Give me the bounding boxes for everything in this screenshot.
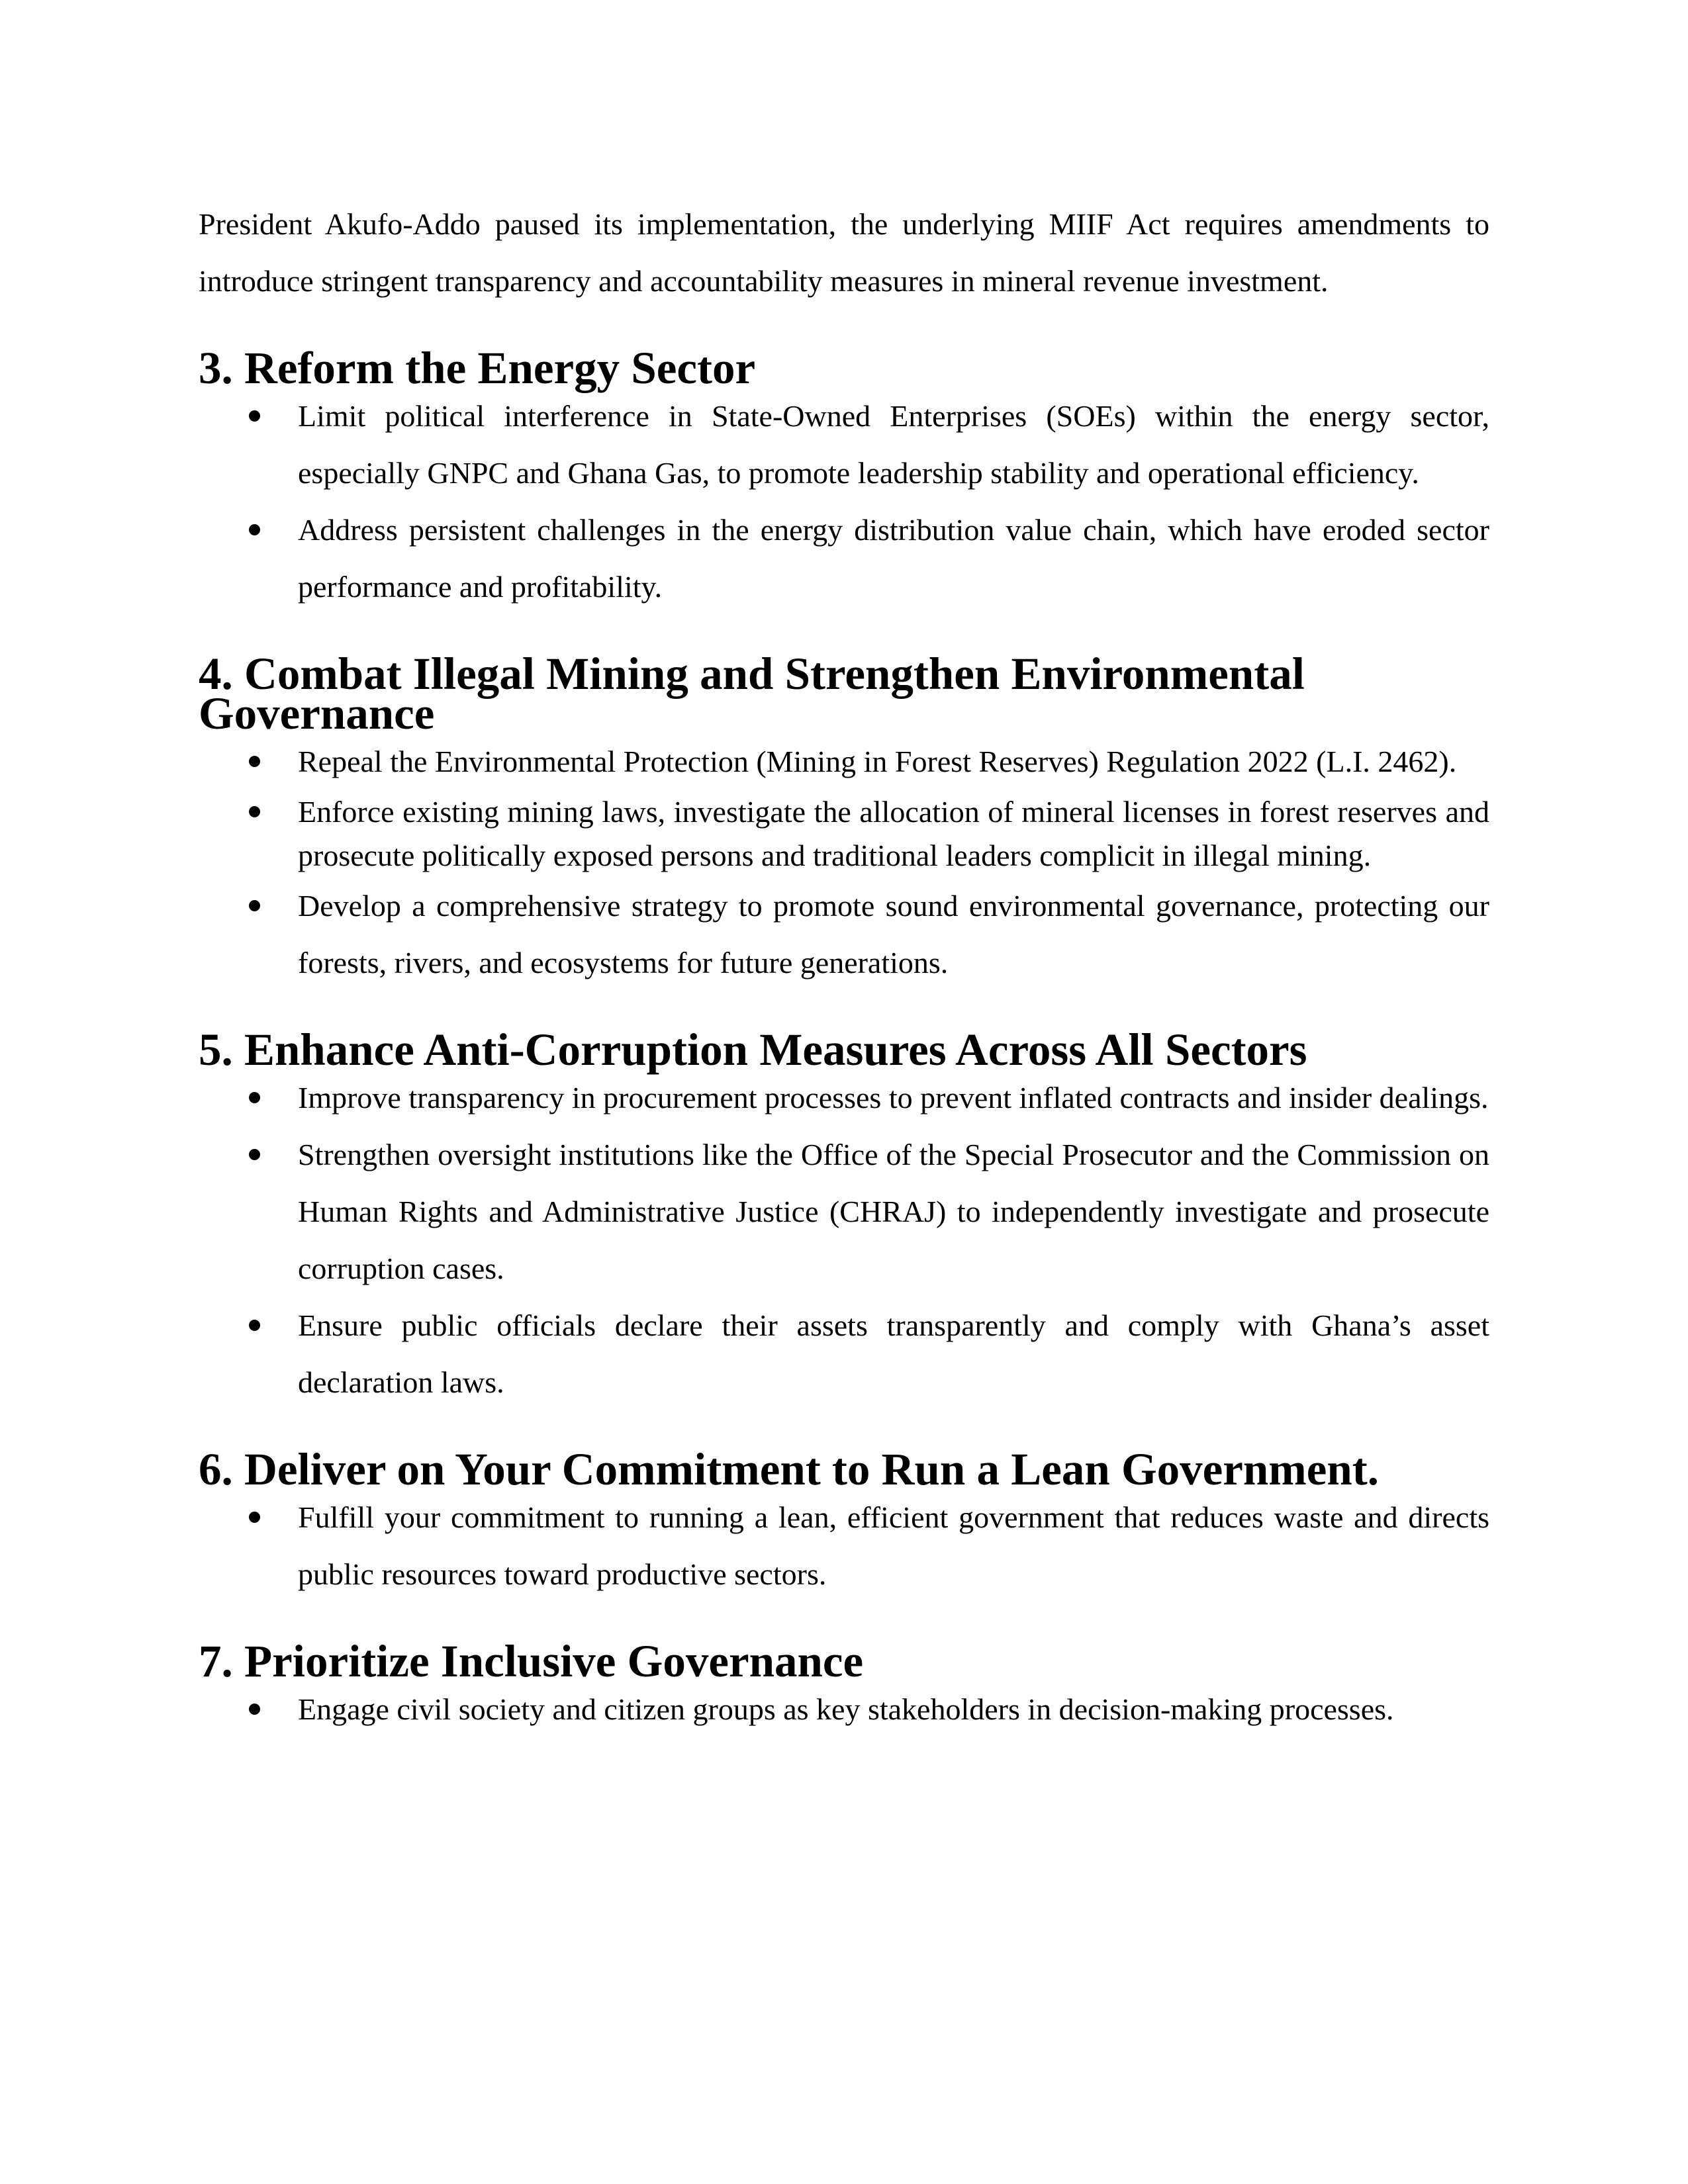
- list-item-text: Develop a comprehensive strategy to promote sound environmental governance, protecting our forests, rivers, and ecosystems for future generations.: [298, 889, 1489, 979]
- bullet-icon: [249, 410, 260, 422]
- bullet-icon: [249, 900, 260, 911]
- bullet-icon: [249, 806, 260, 817]
- bullet-icon: [249, 756, 260, 767]
- list-item-text: Fulfill your commitment to running a lean, efficient government that reduces waste and directs public resources toward productive sectors.: [298, 1500, 1489, 1591]
- list-item: [199, 1069, 1489, 1126]
- bullet-icon: [249, 1149, 260, 1160]
- list-item-text: Improve transparency in procurement processes to prevent inflated contracts and insider dealings.: [298, 1081, 1489, 1115]
- section-list-energy: [199, 388, 1489, 615]
- bullet-icon: [249, 1512, 260, 1523]
- section-list-illegal-mining: [199, 733, 1489, 991]
- section-heading-anti-corruption: 5. Enhance Anti-Corruption Measures Across All Sectors: [199, 1024, 1307, 1075]
- list-item: [199, 388, 1489, 502]
- list-item-text: Enforce existing mining laws, investigate the allocation of mineral licenses in forest reserves and prosecute politically exposed persons and traditional leaders complicit in illegal mining.: [298, 795, 1489, 872]
- intro-paragraph: President Akufo-Addo paused its implementation, the underlying MIIF Act requires amendments to introduce stringent transparency and accountability measures in mineral revenue investment.: [199, 207, 1489, 298]
- list-item-text: Repeal the Environmental Protection (Mining in Forest Reserves) Regulation 2022 (L.I. 2462).: [298, 745, 1457, 778]
- section-list-lean-government: [199, 1489, 1489, 1603]
- bullet-icon: [249, 524, 260, 535]
- bullet-icon: [249, 1092, 260, 1103]
- section-heading-illegal-mining: 4. Combat Illegal Mining and Strengthen Environmental Governance: [199, 649, 1305, 739]
- list-item: [199, 878, 1489, 991]
- list-item-text: Engage civil society and citizen groups as key stakeholders in decision-making processes.: [298, 1692, 1394, 1726]
- list-item: [199, 1489, 1489, 1603]
- list-item-text: Limit political interference in State-Owned Enterprises (SOEs) within the energy sector, especially GNPC and Ghana Gas, to promote leadership stability and operational efficiency.: [298, 399, 1489, 490]
- section-list-inclusive-governance: [199, 1681, 1489, 1738]
- bullet-icon: [249, 1704, 260, 1715]
- list-item-text: Strengthen oversight institutions like the Office of the Special Prosecutor and the Commission on Human Rights and Administrative Justice (CHRAJ) to independently investigate and prosecute corruption cases.: [298, 1138, 1489, 1285]
- list-item: [199, 1297, 1489, 1411]
- list-item-text: Ensure public officials declare their assets transparently and comply with Ghana’s asset declaration laws.: [298, 1308, 1489, 1399]
- list-item: [199, 502, 1489, 615]
- section-list-anti-corruption: [199, 1069, 1489, 1411]
- list-item: [199, 790, 1489, 878]
- section-heading-lean-government: 6. Deliver on Your Commitment to Run a Lean Government.: [199, 1444, 1380, 1494]
- section-heading-energy: 3. Reform the Energy Sector: [199, 343, 756, 393]
- document-page: [199, 196, 1489, 1738]
- list-item: [199, 1126, 1489, 1297]
- list-item: [199, 1681, 1489, 1738]
- list-item: [199, 733, 1489, 790]
- section-heading-inclusive-governance: 7. Prioritize Inclusive Governance: [199, 1636, 864, 1686]
- bullet-icon: [249, 1320, 260, 1331]
- list-item-text: Address persistent challenges in the energy distribution value chain, which have eroded sector performance and profitability.: [298, 513, 1489, 604]
